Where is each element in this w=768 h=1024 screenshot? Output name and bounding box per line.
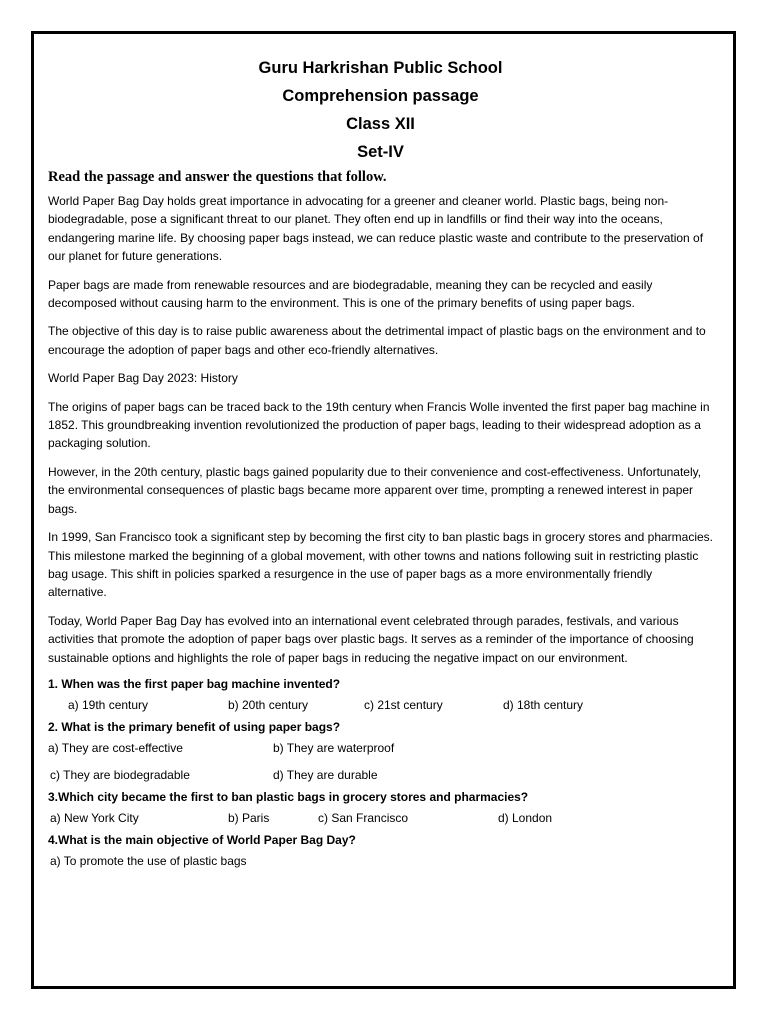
option-a: a) New York City — [50, 810, 139, 825]
passage-paragraph: World Paper Bag Day holds great importance in advocating for a greener and cleaner world. Plastic bags, being non-biodegradable, pose a significant threat to our planet. They often end up in landfills or find their way into the oceans, endangering marine life. By choosing paper bags instead, we can reduce plastic waste and contribute to the preservation of our planet for future generations. — [48, 194, 704, 264]
set-label: Set-IV — [357, 143, 404, 161]
question-2-options-row2 — [48, 761, 713, 788]
option-d: d) They are durable — [273, 767, 378, 782]
question-1-options — [48, 691, 713, 718]
instruction-text: Read the passage and answer the questions that follow. — [48, 169, 387, 185]
option-b: b) Paris — [228, 810, 270, 825]
passage-paragraph: However, in the 20th century, plastic bags gained popularity due to their convenience and cost-effectiveness. Unfortunately, the environmental consequences of plastic bags became more apparent over time, prompting a renewed interest in paper bags. — [48, 464, 702, 516]
question-3-options — [48, 804, 713, 831]
option-a: a) They are cost-effective — [48, 740, 183, 755]
option-a: a) To promote the use of plastic bags — [50, 853, 247, 868]
document-header — [48, 54, 713, 166]
option-b: b) 20th century — [228, 697, 309, 712]
class-label: Class XII — [346, 115, 415, 133]
passage-paragraph: Today, World Paper Bag Day has evolved into an international event celebrated through parades, festivals, and various activities that promote the adoption of paper bags over plastic bags. It serves as a reminder of the importance of choosing sustainable options and highlights the role of paper bags in reducing the negative impact on our environment. — [48, 613, 694, 665]
passage-paragraph: The objective of this day is to raise public awareness about the detrimental impact of plastic bags on the environment and to encourage the adoption of paper bags and other eco-friendly alternatives. — [48, 324, 706, 357]
passage-paragraph: Paper bags are made from renewable resources and are biodegradable, meaning they can be recycled and easily decomposed without causing harm to the environment. This is one of the primary benefits of using paper bags. — [48, 277, 653, 311]
page-border — [31, 31, 736, 989]
document-title: Comprehension passage — [282, 87, 479, 105]
document-content — [48, 54, 713, 874]
option-c: c) 21st century — [364, 697, 443, 712]
option-b: b) They are waterproof — [273, 740, 395, 755]
question-4: 4.What is the main objective of World Paper Bag Day? — [48, 832, 356, 847]
option-d: d) 18th century — [503, 697, 584, 712]
question-4-options — [48, 847, 713, 874]
passage-paragraph: In 1999, San Francisco took a significant step by becoming the first city to ban plastic bags in grocery stores and pharmacies. This milestone marked the beginning of a global movement, with other towns and nations following suit in restricting plastic bag usage. This shift in policies sparked a resurgence in the use of paper bags as a more environmentally friendly alternative. — [48, 530, 714, 600]
school-name: Guru Harkrishan Public School — [258, 59, 503, 77]
question-2-options — [48, 734, 713, 761]
option-c: c) They are biodegradable — [50, 767, 190, 782]
question-3: 3.Which city became the first to ban plastic bags in grocery stores and pharmacies? — [48, 789, 529, 804]
passage-paragraph: The origins of paper bags can be traced back to the 19th century when Francis Wolle invented the first paper bag machine in 1852. This groundbreaking invention revolutionized the production of paper bags, leading to their widespread adoption as a packaging solution. — [48, 399, 710, 451]
option-c: c) San Francisco — [318, 810, 409, 825]
option-d: d) London — [498, 810, 553, 825]
history-subheading: World Paper Bag Day 2023: History — [48, 371, 238, 386]
option-a: a) 19th century — [68, 697, 149, 712]
question-2: 2. What is the primary benefit of using paper bags? — [48, 719, 341, 734]
question-1: 1. When was the first paper bag machine invented? — [48, 676, 341, 691]
